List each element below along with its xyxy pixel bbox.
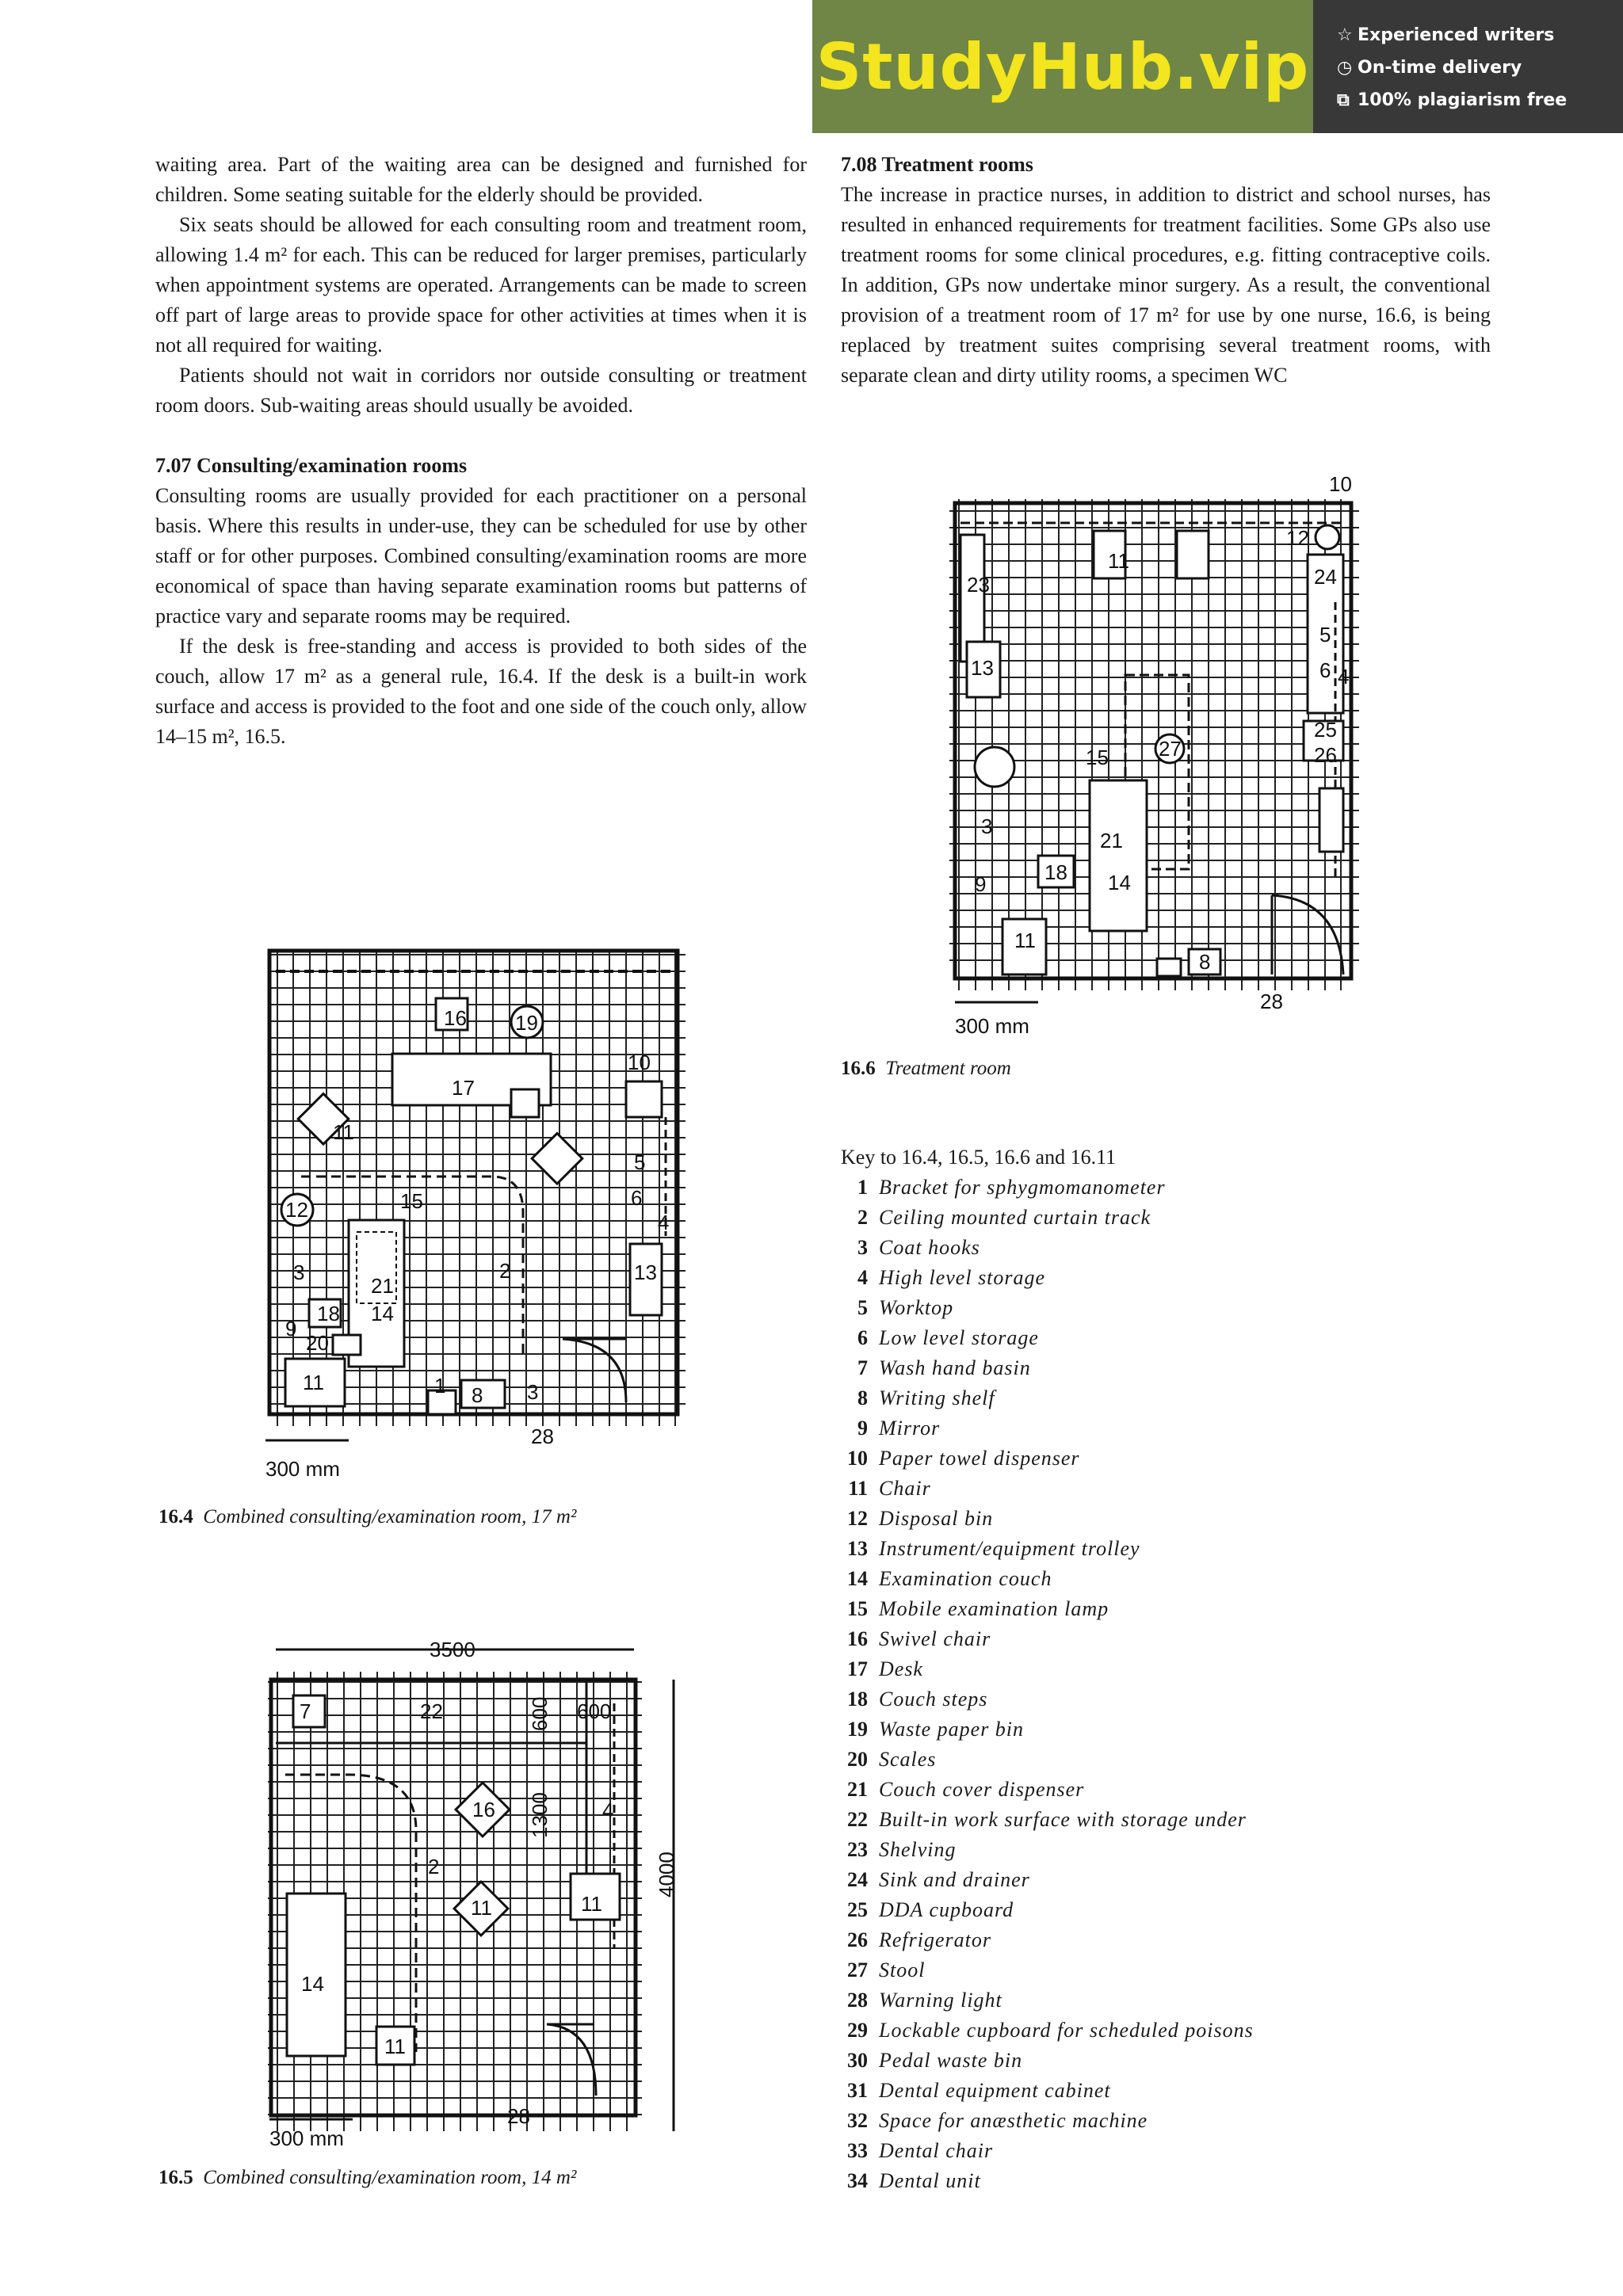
- key-number: 22: [847, 1808, 868, 1831]
- fig165-label: 11: [384, 2035, 406, 2058]
- caption-title: Combined consulting/examination room, 17 m²: [203, 1506, 577, 1527]
- key-item: [841, 2046, 1254, 2076]
- fig166-label: 8: [1199, 950, 1211, 974]
- fig164-label: 17: [452, 1076, 475, 1100]
- key-item: [841, 2076, 1254, 2106]
- fig166-label: 6: [1319, 658, 1331, 682]
- figure-caption: [841, 1055, 1011, 1082]
- key-label: Sink and drainer: [879, 1868, 1030, 1891]
- key-item: [841, 1895, 1254, 1925]
- key-number: 7: [857, 1356, 868, 1379]
- key-item: [841, 2106, 1254, 2136]
- paragraph: If the desk is free-standing and access is provided to both sides of the couch, allow 17 m² as a general rule, 16.4. If the desk is a built-in work surface and access is provided to the foot and one side of the couch only, allow 14–15 m², 16.5.: [155, 635, 807, 748]
- key-number: 34: [847, 2169, 868, 2192]
- scale-label: 300 mm: [269, 2126, 344, 2150]
- key-number: 8: [857, 1386, 868, 1409]
- key-number: 29: [847, 2019, 868, 2042]
- key-label: Ceiling mounted curtain track: [879, 1206, 1151, 1229]
- key-item: [841, 1654, 1254, 1684]
- fig166-label: 23: [967, 573, 990, 597]
- key-number: 26: [847, 1928, 868, 1951]
- perk-item: [1337, 51, 1623, 84]
- section-heading: 7.07 Consulting/examination rooms: [155, 454, 468, 477]
- fig164-label: 14: [371, 1302, 394, 1325]
- fig166-label: 10: [1329, 472, 1352, 496]
- key-number: 4: [857, 1266, 868, 1289]
- key-label: Couch cover dispenser: [879, 1778, 1085, 1801]
- key-item: [841, 1865, 1254, 1895]
- key-number: 25: [847, 1898, 868, 1921]
- perk-item: [1337, 19, 1623, 51]
- key-item: [841, 1564, 1254, 1594]
- dimension-label: 600: [577, 1699, 612, 1723]
- key-number: 17: [847, 1657, 868, 1680]
- key-number: 18: [847, 1688, 868, 1711]
- key-item: [841, 1805, 1254, 1835]
- key-label: Swivel chair: [879, 1627, 991, 1650]
- key-item: [841, 1173, 1254, 1203]
- key-label: Space for anæsthetic machine: [879, 2109, 1148, 2132]
- key-number: 19: [847, 1718, 868, 1741]
- figure-16-6-plan: [935, 467, 1395, 1046]
- key-item: [841, 1413, 1254, 1444]
- key-number: 30: [847, 2049, 868, 2072]
- key-item: [841, 1714, 1254, 1745]
- studyhub-banner[interactable]: [812, 0, 1623, 133]
- paragraph: Patients should not wait in corridors nor outside consulting or treatment room doors. Sub-waiting areas should usually be avoided.: [155, 364, 807, 417]
- fig166-label: 11: [1108, 549, 1129, 573]
- paragraph: Six seats should be allowed for each consulting room and treatment room, allowing 1.4 m² for each. This can be reduced for larger premises, particularly when appointment systems are operated. Arrangements can be made to screen off part of large areas to provide space for other activities at times when it is not all required for waiting.: [155, 213, 807, 357]
- key-item: [841, 1925, 1254, 1955]
- key-item: [841, 1985, 1254, 2016]
- paragraph: waiting area. Part of the waiting area can be designed and furnished for children. Some seating suitable for the elderly should be provided.: [155, 153, 807, 206]
- key-label: Writing shelf: [879, 1386, 995, 1409]
- key-item: [841, 1353, 1254, 1383]
- key-item: [841, 1835, 1254, 1865]
- left-column: [155, 150, 807, 752]
- fig166-label: 3: [981, 814, 993, 838]
- fig164-label: 4: [658, 1211, 670, 1234]
- fig166-label: 27: [1159, 737, 1182, 761]
- fig166-label: 21: [1100, 829, 1123, 852]
- key-number: 9: [857, 1417, 868, 1440]
- star-icon: ☆: [1337, 25, 1353, 45]
- key-label: Desk: [879, 1657, 923, 1680]
- figure-caption: [158, 2164, 576, 2191]
- fig165-label: 22: [420, 1699, 443, 1723]
- fig165-label: 16: [472, 1798, 495, 1821]
- key-label: Coat hooks: [879, 1236, 980, 1259]
- fig165-label: 11: [471, 1896, 492, 1920]
- key-label: Worktop: [879, 1296, 954, 1319]
- figure-key: [841, 1142, 1254, 2196]
- key-item: [841, 2166, 1254, 2196]
- perk-label: On-time delivery: [1358, 58, 1522, 78]
- key-label: Wash hand basin: [879, 1356, 1031, 1379]
- key-number: 32: [847, 2109, 868, 2132]
- paragraph: Consulting rooms are usually provided for each practitioner on a personal basis. Where this results in under-use, they can be scheduled for use by other staff or for other purposes. Combined consulting/examination rooms are more economical of space than having separate examination rooms but patterns of practice vary and separate rooms may be required.: [155, 484, 807, 627]
- fig165-label: 2: [428, 1855, 440, 1878]
- key-label: Chair: [879, 1477, 931, 1500]
- fig165-label: 14: [301, 1972, 324, 1996]
- fig166-label: 28: [1260, 990, 1283, 1013]
- scale-label: 300 mm: [955, 1014, 1029, 1038]
- key-number: 12: [847, 1507, 868, 1530]
- key-item: [841, 1203, 1254, 1233]
- key-label: Shelving: [879, 1838, 957, 1861]
- key-label: Refrigerator: [879, 1928, 991, 1951]
- copy-icon: ⧉: [1337, 90, 1350, 110]
- perk-label: 100% plagiarism free: [1358, 90, 1568, 110]
- key-item: [841, 1534, 1254, 1564]
- key-item: [841, 1444, 1254, 1474]
- caption-title: Treatment room: [885, 1058, 1011, 1079]
- fig165-label: 28: [507, 2104, 530, 2128]
- key-label: Mirror: [879, 1417, 941, 1440]
- fig164-label: 10: [628, 1051, 651, 1074]
- key-label: Dental unit: [879, 2169, 981, 2192]
- fig164-label: 19: [515, 1011, 538, 1035]
- key-item: [841, 1293, 1254, 1323]
- fig166-label: 13: [971, 656, 994, 680]
- fig166-label: 18: [1044, 860, 1067, 884]
- fig164-label: 18: [317, 1302, 340, 1325]
- fig164-label: 6: [631, 1186, 643, 1210]
- fig166-label: 14: [1108, 871, 1131, 894]
- key-number: 6: [857, 1326, 868, 1349]
- fig164-label: 5: [634, 1150, 646, 1174]
- caption-title: Combined consulting/examination room, 14 m²: [203, 2167, 577, 2188]
- key-number: 13: [847, 1537, 868, 1560]
- key-label: Dental equipment cabinet: [879, 2079, 1111, 2102]
- key-label: Stool: [879, 1958, 926, 1981]
- key-label: Instrument/equipment trolley: [879, 1537, 1140, 1560]
- key-item: [841, 1624, 1254, 1654]
- key-number: 5: [857, 1296, 868, 1319]
- key-item: [841, 1955, 1254, 1985]
- key-number: 24: [847, 1868, 868, 1891]
- fig164-label: 2: [499, 1259, 511, 1283]
- key-number: 20: [847, 1748, 868, 1771]
- fig164-label: 1: [434, 1374, 446, 1398]
- fig164-label: 8: [472, 1383, 483, 1407]
- fig164-label: 13: [634, 1261, 657, 1284]
- key-item: [841, 1263, 1254, 1293]
- brand-logo[interactable]: [812, 0, 1313, 133]
- dimension-label: 1300: [528, 1792, 552, 1838]
- dimension-label: 600: [528, 1696, 552, 1731]
- section-heading: 7.08 Treatment rooms: [841, 153, 1033, 176]
- key-number: 28: [847, 1989, 868, 2012]
- fig166-label: 15: [1086, 746, 1109, 769]
- clock-icon: ◷: [1337, 58, 1353, 78]
- dimension-label: 3500: [430, 1638, 475, 1661]
- key-item: [841, 1684, 1254, 1714]
- fig164-label: 15: [400, 1189, 423, 1213]
- paragraph: The increase in practice nurses, in addition to district and school nurses, has resulted in enhanced requirements for treatment facilities. Some GPs also use treatment rooms for some clinical procedures, e.g. fitting contraceptive coils. In addition, GPs now undertake minor surgery. As a result, the conventional provision of a treatment room of 17 m² for use by one nurse, 16.6, is being replaced by treatment suites comprising several treatment rooms, with separate clean and dirty utility rooms, a specimen WC: [841, 183, 1491, 387]
- fig166-label: 25: [1314, 718, 1337, 742]
- fig166-label: 24: [1314, 565, 1337, 589]
- figure-16-4-plan: [254, 927, 713, 1482]
- fig164-label: 3: [293, 1261, 305, 1284]
- key-label: Examination couch: [879, 1567, 1052, 1590]
- key-label: Paper towel dispenser: [879, 1447, 1080, 1470]
- key-label: Lockable cupboard for scheduled poisons: [879, 2019, 1254, 2042]
- fig166-label: 12: [1286, 526, 1309, 550]
- fig165-label: 7: [300, 1699, 311, 1723]
- fig166-label: 4: [1338, 665, 1350, 688]
- figure-caption: [158, 1504, 576, 1531]
- key-number: 16: [847, 1627, 868, 1650]
- key-number: 2: [857, 1206, 868, 1229]
- fig164-label: 9: [285, 1317, 297, 1341]
- key-number: 11: [848, 1477, 868, 1500]
- key-label: Dental chair: [879, 2139, 994, 2162]
- fig164-label: 3: [527, 1380, 539, 1404]
- key-number: 1: [857, 1176, 868, 1199]
- perks-list: [1313, 0, 1623, 133]
- key-item: [841, 2136, 1254, 2166]
- key-label: Built-in work surface with storage under: [879, 1808, 1247, 1831]
- key-item: [841, 1504, 1254, 1534]
- key-label: Warning light: [879, 1989, 1002, 2012]
- right-column: [841, 150, 1491, 391]
- key-number: 15: [847, 1597, 868, 1620]
- scale-label: 300 mm: [265, 1457, 340, 1481]
- key-number: 14: [847, 1567, 868, 1590]
- key-item: [841, 1383, 1254, 1413]
- key-number: 23: [847, 1838, 868, 1861]
- key-item: [841, 2016, 1254, 2046]
- key-number: 33: [847, 2139, 868, 2162]
- key-label: Bracket for sphygmomanometer: [879, 1176, 1166, 1199]
- fig164-label: 21: [371, 1274, 394, 1298]
- fig164-label: 11: [333, 1120, 354, 1144]
- dimension-label: 4000: [655, 1852, 678, 1897]
- key-item: [841, 1775, 1254, 1805]
- key-label: Pedal waste bin: [879, 2049, 1023, 2072]
- fig166-label: 11: [1014, 929, 1036, 952]
- key-label: Couch steps: [879, 1688, 988, 1711]
- perk-label: Experienced writers: [1358, 25, 1555, 45]
- key-number: 21: [847, 1778, 868, 1801]
- key-item: [841, 1745, 1254, 1775]
- key-label: Scales: [879, 1748, 937, 1771]
- key-number: 31: [847, 2079, 868, 2102]
- fig164-label: 11: [303, 1371, 324, 1394]
- key-number: 10: [847, 1447, 868, 1470]
- fig166-label: 26: [1314, 743, 1337, 767]
- perk-item: [1337, 84, 1623, 116]
- key-label: Mobile examination lamp: [879, 1597, 1109, 1620]
- fig165-label: 4: [602, 1798, 614, 1822]
- fig164-label: 20: [306, 1331, 329, 1355]
- fig166-label: 9: [975, 872, 987, 896]
- key-number: 3: [857, 1236, 868, 1259]
- caption-number: 16.4: [158, 1506, 193, 1527]
- caption-number: 16.6: [841, 1058, 876, 1079]
- fig166-label: 5: [1319, 623, 1331, 646]
- key-label: Low level storage: [879, 1326, 1039, 1349]
- brand-name: StudyHub.vip: [815, 29, 1310, 104]
- key-item: [841, 1474, 1254, 1504]
- figure-16-5-plan: [254, 1632, 713, 2171]
- key-title: Key to 16.4, 16.5, 16.6 and 16.11: [841, 1146, 1117, 1169]
- fig165-label: 11: [581, 1892, 602, 1916]
- fig164-label: 12: [285, 1198, 308, 1222]
- key-label: Waste paper bin: [879, 1718, 1025, 1741]
- key-number: 27: [847, 1958, 868, 1981]
- caption-number: 16.5: [158, 2167, 193, 2188]
- key-item: [841, 1594, 1254, 1624]
- key-label: DDA cupboard: [879, 1898, 1014, 1921]
- fig164-label: 28: [531, 1425, 554, 1448]
- key-item: [841, 1323, 1254, 1353]
- key-item: [841, 1233, 1254, 1263]
- key-label: High level storage: [879, 1266, 1046, 1289]
- key-label: Disposal bin: [879, 1507, 994, 1530]
- fig164-label: 16: [444, 1006, 467, 1030]
